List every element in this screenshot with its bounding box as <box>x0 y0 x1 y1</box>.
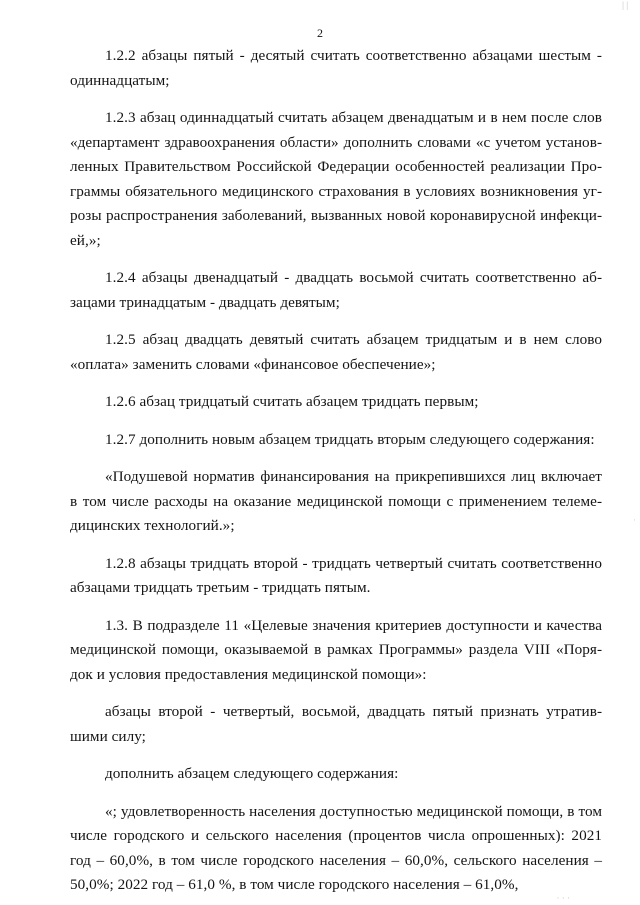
paragraph: 1.2.2 абзацы пятый - десятый считать соответственно абзацами шестым - одиннадцатым; <box>70 47 602 89</box>
paragraph: 1.2.3 абзац одиннадцатый считать абзацем двенадцатым и в нем после слов «департамент здравоохранения области» дополнить словами «с учетом установленных Правительством Российской Федерации особенностей реализации Программы обязательного медицинского страхования в условиях возникновения угрозы распространения заболеваний, вызванных новой коронавирусной инфекцией,»; <box>70 109 602 249</box>
paragraph: 1.2.4 абзацы двенадцатый - двадцать восьмой считать соответственно абзацами тринадцатым - двадцать девятым; <box>70 269 602 311</box>
paragraph: абзацы второй - четвертый, восьмой, двадцать пятый признать утратившими силу; <box>70 703 602 745</box>
paragraph: 1.3. В подразделе 11 «Целевые значения критериев доступности и качества медицинской помощи, оказываемой в рамках Программы» раздела VIII «Порядок и условия предоставления медицинской помощи»: <box>70 616 602 683</box>
paragraph: дополнить абзацем следующего содержания: <box>105 765 399 782</box>
paragraph: 1.2.7 дополнить новым абзацем тридцать вторым следующего содержания: <box>105 430 595 448</box>
scan-corner-mark: | | <box>622 0 628 10</box>
paragraph: «; удовлетворенность населения доступностью медицинской помощи, в том числе городского и сельского населения (процентов числа опрошенных): 2021 год – 60,0%, в том числе городского населения – 60,0%, сельского населения – 50,0%; 2022 год – 61,0 %, в том числе городского населения – 61,0%, <box>70 802 602 893</box>
document-body <box>70 44 602 898</box>
paragraph: «Подушевой норматив финансирования на прикрепившихся лиц включает в том числе расходы на оказание медицинской помощи с применением телемедицинских технологий.»; <box>70 468 602 534</box>
scan-side-mark: · <box>633 515 636 525</box>
paragraph: 1.2.6 абзац тридцатый считать абзацем тридцать первым; <box>105 393 479 410</box>
paragraph: 1.2.8 абзацы тридцать второй - тридцать четвертый считать соответственно абзацами тридцать третьим - тридцать пятым. <box>70 554 602 596</box>
scan-bottom-mark: · · · <box>556 893 570 903</box>
paragraph: 1.2.5 абзац двадцать девятый считать абзацем тридцатым и в нем слово «оплата» заменить словами «финансовое обеспечение»; <box>70 331 602 373</box>
page-number: 2 <box>317 26 323 40</box>
